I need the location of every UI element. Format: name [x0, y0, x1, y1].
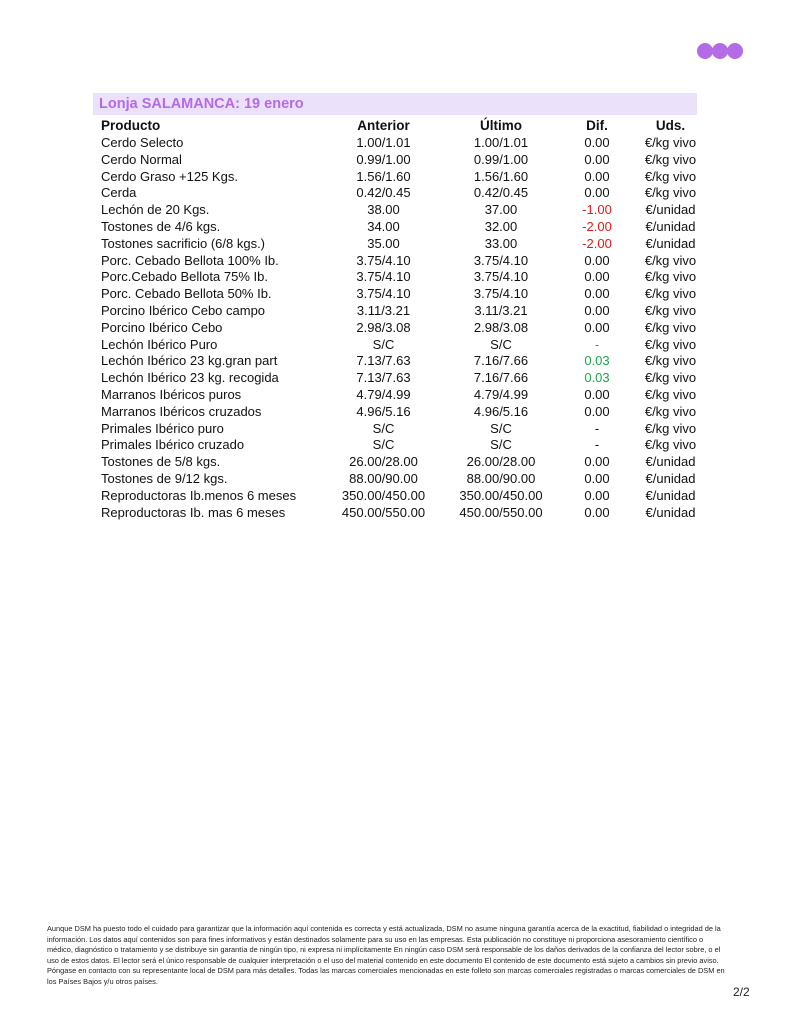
table-row	[95, 488, 703, 505]
price-table	[95, 116, 703, 521]
cell-previous: 4.79/4.99	[356, 386, 411, 402]
cell-diff: -	[594, 420, 600, 436]
cell-units: €/kg vivo	[644, 168, 697, 184]
cell-previous: 1.56/1.60	[356, 168, 411, 184]
logo-dot	[697, 43, 713, 59]
cell-product: Tostones de 5/8 kgs.	[101, 454, 221, 470]
cell-units: €/kg vivo	[644, 437, 697, 453]
table-row	[95, 236, 703, 253]
cell-diff: -2.00	[582, 218, 612, 234]
cell-units: €/kg vivo	[644, 286, 697, 302]
cell-previous: 350.00/450.00	[341, 487, 426, 503]
cell-units: €/kg vivo	[644, 319, 697, 335]
cell-diff: 0.00	[584, 151, 610, 167]
cell-previous: 38.00	[367, 202, 400, 218]
cell-units: €/kg vivo	[644, 269, 697, 285]
cell-product: Porc. Cebado Bellota 50% Ib.	[101, 286, 272, 302]
cell-previous: 3.75/4.10	[356, 252, 411, 268]
cell-product: Lechón Ibérico 23 kg. recogida	[101, 370, 279, 386]
table-row	[95, 269, 703, 286]
cell-previous: 35.00	[367, 235, 400, 251]
cell-previous: 450.00/550.00	[341, 504, 426, 520]
header-previous: Anterior	[357, 118, 410, 133]
cell-latest: 0.99/1.00	[473, 151, 529, 167]
cell-units: €/unidad	[645, 470, 696, 486]
cell-diff: 0.00	[584, 504, 610, 520]
table-row	[95, 437, 703, 454]
header-product: Producto	[101, 118, 161, 133]
table-row	[95, 303, 703, 320]
cell-units: €/unidad	[645, 202, 696, 218]
cell-latest: 3.11/3.21	[474, 302, 528, 318]
cell-latest: 350.00/450.00	[459, 487, 543, 503]
cell-previous: 3.75/4.10	[356, 269, 411, 285]
cell-units: €/kg vivo	[644, 336, 697, 352]
header-units: Uds.	[655, 118, 686, 133]
cell-latest: 0.42/0.45	[473, 185, 529, 201]
table-row	[95, 135, 703, 152]
cell-diff: 0.00	[584, 252, 610, 268]
table-row	[95, 253, 703, 270]
cell-product: Reproductoras Ib. mas 6 meses	[101, 504, 286, 520]
table-body	[95, 135, 703, 521]
cell-latest: S/C	[490, 437, 512, 453]
cell-diff: 0.00	[584, 185, 610, 201]
table-row	[95, 219, 703, 236]
legal-disclaimer: Aunque DSM ha puesto todo el cuidado para garantizar que la información aquí contenida es correcta y está actualizada, DSM no asume ninguna garantía acerca de la exactitud, fiabilidad o integridad de la información. Los datos aquí contenidos son para fines informativos y están destinados solamente para su uso en las empresas. Esta publicación no constituye ni proporciona asesoramiento científico o médico, diagnóstico o tratamiento y se distribuye sin garantía de ningún tipo, ni expresa ni implícitamente En ningún caso DSM será responsable de los daños derivados de la confianza del lector sobre, o el uso de estos datos. El lector será el único responsable de cualquier interpretación o el uso del material contenido en este documento El contenido de este documento está sujeto a cambios sin previo aviso. Póngase en contacto con su representante local de DSM para más detalles. Todas las marcas comerciales mencionadas en este folleto son marcas comerciales registradas o marcas comerciales de DSM en los Países Bajos y/u otros países.	[47, 924, 725, 986]
table-row	[95, 387, 703, 404]
table-row	[95, 152, 703, 169]
cell-product: Primales Ibérico puro	[101, 420, 224, 436]
cell-product: Tostones de 4/6 kgs.	[101, 218, 221, 234]
cell-previous: 7.13/7.63	[356, 370, 411, 386]
cell-units: €/kg vivo	[644, 135, 697, 150]
cell-latest: 88.00/90.00	[466, 470, 536, 486]
cell-diff: 0.00	[584, 470, 610, 486]
cell-product: Marranos Ibéricos cruzados	[101, 403, 262, 419]
cell-previous: S/C	[372, 420, 395, 436]
cell-previous: 3.11/3.21	[356, 302, 411, 318]
cell-latest: 33.00	[484, 235, 518, 251]
cell-units: €/kg vivo	[644, 403, 697, 419]
cell-diff: 0.00	[584, 269, 610, 285]
cell-product: Lechón Ibérico Puro	[101, 336, 218, 352]
table-row	[95, 505, 703, 522]
table-row	[95, 454, 703, 471]
cell-diff: 0.00	[584, 286, 610, 302]
cell-units: €/kg vivo	[644, 420, 697, 436]
cell-product: Reproductoras Ib.menos 6 meses	[101, 487, 297, 503]
cell-units: €/unidad	[645, 454, 696, 470]
table-row	[95, 404, 703, 421]
cell-diff: -	[594, 336, 600, 352]
cell-previous: 88.00/90.00	[349, 470, 418, 486]
header-diff: Dif.	[586, 118, 608, 133]
cell-diff: 0.00	[584, 319, 610, 335]
cell-diff: -1.00	[582, 202, 612, 218]
cell-diff: 0.03	[584, 353, 610, 369]
cell-units: €/kg vivo	[644, 386, 697, 402]
logo-dot	[712, 43, 728, 59]
table-row	[95, 202, 703, 219]
cell-product: Porc. Cebado Bellota 100% Ib.	[101, 252, 279, 268]
section-title: Lonja SALAMANCA: 19 enero	[93, 93, 697, 115]
cell-latest: 3.75/4.10	[473, 269, 529, 285]
cell-diff: 0.00	[584, 168, 610, 184]
cell-latest: 26.00/28.00	[466, 454, 536, 470]
cell-diff: 0.00	[584, 403, 610, 419]
cell-latest: 4.96/5.16	[473, 403, 529, 419]
table-row	[95, 185, 703, 202]
cell-previous: 0.42/0.45	[356, 185, 411, 201]
cell-product: Cerda	[101, 185, 137, 201]
cell-units: €/kg vivo	[644, 302, 697, 318]
table-row	[95, 353, 703, 370]
table-row	[95, 320, 703, 337]
logo-dot	[727, 43, 743, 59]
cell-product: Porcino Ibérico Cebo campo	[101, 302, 266, 318]
cell-product: Cerdo Graso +125 Kgs.	[101, 168, 238, 184]
table-header-row	[95, 116, 703, 135]
cell-product: Porcino Ibérico Cebo	[101, 319, 223, 335]
cell-previous: 3.75/4.10	[356, 286, 411, 302]
cell-latest: 3.75/4.10	[473, 252, 529, 268]
table-row	[95, 421, 703, 438]
cell-previous: 34.00	[367, 218, 400, 234]
cell-latest: 7.16/7.66	[473, 353, 529, 369]
cell-product: Lechón de 20 Kgs.	[101, 202, 210, 218]
cell-latest: S/C	[490, 420, 512, 436]
cell-units: €/kg vivo	[644, 151, 697, 167]
cell-latest: S/C	[490, 336, 512, 352]
cell-product: Lechón Ibérico 23 kg.gran part	[101, 353, 278, 369]
cell-diff: 0.00	[584, 487, 610, 503]
cell-product: Primales Ibérico cruzado	[101, 437, 245, 453]
cell-diff: 0.00	[584, 302, 610, 318]
cell-previous: S/C	[372, 437, 395, 453]
cell-diff: 0.03	[584, 370, 610, 386]
cell-previous: 0.99/1.00	[356, 151, 411, 167]
cell-product: Marranos Ibéricos puros	[101, 386, 242, 402]
header-latest: Último	[480, 118, 522, 133]
cell-units: €/unidad	[645, 504, 696, 520]
cell-units: €/unidad	[645, 218, 696, 234]
cell-units: €/kg vivo	[644, 185, 697, 201]
cell-product: Tostones sacrificio (6/8 kgs.)	[101, 235, 266, 251]
cell-latest: 2.98/3.08	[473, 319, 529, 335]
table-row	[95, 337, 703, 354]
table-row	[95, 471, 703, 488]
cell-diff: 0.00	[584, 454, 610, 470]
cell-previous: 7.13/7.63	[356, 353, 411, 369]
cell-previous: 2.98/3.08	[356, 319, 411, 335]
cell-product: Cerdo Selecto	[101, 135, 184, 150]
cell-latest: 32.00	[484, 218, 518, 234]
cell-units: €/unidad	[645, 235, 696, 251]
cell-previous: 1.00/1.01	[356, 135, 411, 150]
cell-latest: 3.75/4.10	[473, 286, 529, 302]
cell-product: Porc.Cebado Bellota 75% Ib.	[101, 269, 268, 285]
cell-latest: 1.56/1.60	[473, 168, 529, 184]
cell-diff: -	[594, 437, 600, 453]
table-row	[95, 370, 703, 387]
cell-diff: 0.00	[584, 135, 610, 150]
table-row	[95, 286, 703, 303]
cell-latest: 4.79/4.99	[473, 386, 529, 402]
dsm-three-dots-logo-icon	[697, 43, 745, 59]
cell-previous: S/C	[372, 336, 395, 352]
cell-latest: 450.00/550.00	[459, 504, 543, 520]
cell-diff: 0.00	[584, 386, 610, 402]
page-number: 2/2	[733, 985, 750, 999]
cell-units: €/kg vivo	[644, 370, 697, 386]
cell-latest: 1.00/1.01	[473, 135, 529, 150]
cell-product: Cerdo Normal	[101, 151, 182, 167]
cell-previous: 26.00/28.00	[349, 454, 418, 470]
cell-latest: 37.00	[484, 202, 518, 218]
cell-units: €/kg vivo	[644, 353, 697, 369]
cell-units: €/unidad	[645, 487, 696, 503]
cell-units: €/kg vivo	[644, 252, 697, 268]
table-row	[95, 169, 703, 186]
cell-latest: 7.16/7.66	[473, 370, 529, 386]
cell-diff: -2.00	[582, 235, 612, 251]
cell-product: Tostones de 9/12 kgs.	[101, 470, 228, 486]
cell-previous: 4.96/5.16	[356, 403, 411, 419]
